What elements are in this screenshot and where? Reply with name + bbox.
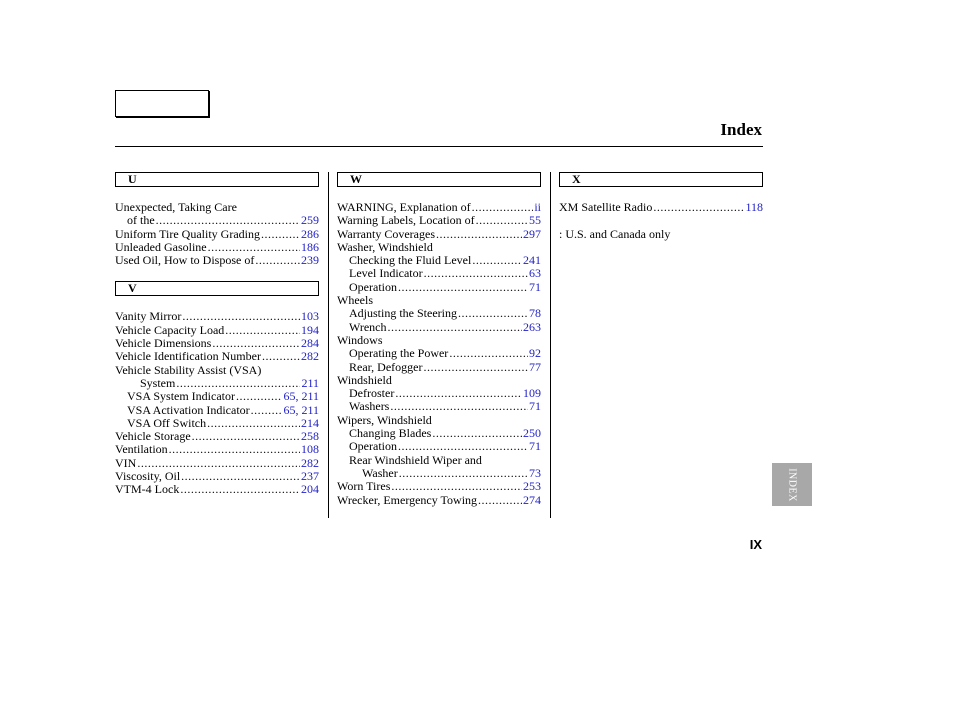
page-link[interactable]: 253 xyxy=(523,479,541,494)
page-link[interactable]: 211 xyxy=(301,375,319,390)
entry-label: Vehicle Storage xyxy=(115,429,191,444)
entry-label: System xyxy=(140,375,176,390)
index-entry xyxy=(337,361,541,374)
dot-leader xyxy=(397,440,528,453)
dot-leader xyxy=(422,361,528,374)
dot-leader xyxy=(387,321,523,334)
index-entry xyxy=(337,281,541,294)
section-letter: V xyxy=(115,281,319,296)
dot-leader xyxy=(477,494,522,507)
page-link[interactable]: 77 xyxy=(529,359,541,374)
side-tab-label: INDEX xyxy=(786,467,798,502)
page-link[interactable]: 71 xyxy=(529,399,541,414)
page-link[interactable]: 239 xyxy=(301,253,319,268)
index-entry xyxy=(115,483,319,496)
index-heading: Rear Windshield Wiper and xyxy=(349,452,482,467)
index-heading: Vehicle Stability Assist (VSA) xyxy=(115,362,262,377)
dot-leader xyxy=(180,470,300,483)
page-link[interactable]: ii xyxy=(534,200,541,214)
index-entry xyxy=(337,387,541,400)
page-link[interactable]: 284 xyxy=(301,336,319,351)
index-side-tab[interactable] xyxy=(772,463,812,506)
page-number: IX xyxy=(749,537,762,552)
index-heading: Unexpected, Taking Care xyxy=(115,200,237,214)
index-heading: Wipers, Windshield xyxy=(337,412,432,427)
page-link[interactable]: 55 xyxy=(529,213,541,228)
entry-label: Adjusting the Steering xyxy=(349,306,457,321)
page-link[interactable]: 263 xyxy=(523,319,541,334)
page-link[interactable]: 103 xyxy=(301,309,319,324)
index-entry xyxy=(337,440,541,453)
page-link[interactable]: 282 xyxy=(301,455,319,470)
dot-leader xyxy=(181,310,300,323)
page-link[interactable]: 186 xyxy=(301,239,319,254)
dot-leader xyxy=(235,390,282,403)
index-entry xyxy=(115,214,319,227)
page-link[interactable]: 109 xyxy=(523,386,541,401)
dot-leader xyxy=(250,404,283,417)
section-gap xyxy=(337,187,541,201)
page-link[interactable]: 258 xyxy=(301,429,319,444)
dot-leader xyxy=(207,241,300,254)
dot-leader xyxy=(457,307,528,320)
page-link[interactable]: 237 xyxy=(301,469,319,484)
entry-label: Warranty Coverages xyxy=(337,226,435,241)
page-link[interactable]: 73 xyxy=(529,465,541,480)
entry-label: Vehicle Dimensions xyxy=(115,336,212,351)
index-entry xyxy=(337,480,541,493)
entry-label: Wrecker, Emergency Towing xyxy=(337,492,478,507)
entry-label: VTM-4 Lock xyxy=(115,482,180,497)
entry-label: Unleaded Gasoline xyxy=(115,239,207,254)
dot-leader xyxy=(435,228,522,241)
index-column-3 xyxy=(559,172,763,242)
index-entry xyxy=(337,201,541,214)
entry-label: Rear, Defogger xyxy=(349,359,423,374)
page-link[interactable]: 241 xyxy=(523,253,541,268)
section-letter: U xyxy=(115,172,319,187)
entry-label: Viscosity, Oil xyxy=(115,469,181,484)
dot-leader xyxy=(260,228,300,241)
index-entry xyxy=(337,400,541,413)
index-entry xyxy=(115,324,319,337)
index-entry xyxy=(337,228,541,241)
entry-label: VSA System Indicator xyxy=(127,389,235,404)
dot-leader xyxy=(423,267,528,280)
entry-label: Vehicle Capacity Load xyxy=(115,322,225,337)
page-link[interactable]: 118 xyxy=(745,200,763,214)
index-entry xyxy=(337,254,541,267)
header-rule xyxy=(115,146,763,147)
index-entry xyxy=(115,430,319,443)
index-entry xyxy=(337,307,541,320)
dot-leader xyxy=(448,347,528,360)
dot-leader xyxy=(390,480,522,493)
index-entry xyxy=(115,404,319,417)
index-column-1 xyxy=(115,172,319,497)
entry-label: Operation xyxy=(349,439,397,454)
index-entry xyxy=(337,347,541,360)
note-gap xyxy=(559,214,763,228)
index-heading: Windshield xyxy=(337,372,392,387)
index-entry xyxy=(115,228,319,241)
dot-leader xyxy=(394,387,522,400)
entry-label: Operating the Power xyxy=(349,346,449,361)
entry-label: Used Oil, How to Dispose of xyxy=(115,253,255,268)
entry-label: Wrench xyxy=(349,319,387,334)
header-box xyxy=(115,90,209,117)
index-entry xyxy=(337,494,541,507)
dot-leader xyxy=(254,254,300,267)
page-link[interactable]: 63 xyxy=(529,266,541,281)
dot-leader xyxy=(261,350,300,363)
page-link[interactable]: 71 xyxy=(529,279,541,294)
index-heading: Wheels xyxy=(337,293,373,308)
dot-leader xyxy=(475,214,528,227)
index-entry xyxy=(115,390,319,403)
dot-leader xyxy=(471,254,522,267)
page-link[interactable]: 297 xyxy=(523,226,541,241)
page-link[interactable]: 108 xyxy=(301,442,319,457)
dot-leader xyxy=(431,427,522,440)
index-entry xyxy=(115,470,319,483)
entry-label: Uniform Tire Quality Grading xyxy=(115,226,260,241)
section-gap xyxy=(115,267,319,281)
index-column-2 xyxy=(337,172,541,507)
entry-label: XM Satellite Radio xyxy=(559,200,653,214)
page-link[interactable]: 78 xyxy=(529,306,541,321)
entry-label: VSA Off Switch xyxy=(127,415,207,430)
page-link[interactable]: 92 xyxy=(529,346,541,361)
index-heading: Washer, Windshield xyxy=(337,239,433,254)
dot-leader xyxy=(168,443,300,456)
index-entry xyxy=(337,321,541,334)
index-heading: Windows xyxy=(337,332,383,347)
section-letter: X xyxy=(559,172,763,187)
entry-label: WARNING, Explanation of xyxy=(337,200,471,214)
dot-leader xyxy=(155,214,300,227)
footnote: : U.S. and Canada only xyxy=(559,227,671,242)
entry-label: Operation xyxy=(349,279,397,294)
entry-label: VSA Activation Indicator xyxy=(127,402,250,417)
page-link[interactable]: 250 xyxy=(523,426,541,441)
entry-label: Changing Blades xyxy=(349,426,432,441)
dot-leader xyxy=(191,430,300,443)
entry-label: Ventilation xyxy=(115,442,168,457)
page-link[interactable]: 214 xyxy=(301,415,319,430)
index-entry xyxy=(115,443,319,456)
dot-leader xyxy=(206,417,300,430)
entry-label: Worn Tires xyxy=(337,479,391,494)
entry-label: of the xyxy=(127,213,155,228)
page-title: Index xyxy=(720,120,762,139)
entry-label: Vanity Mirror xyxy=(115,309,182,324)
index-entry xyxy=(115,310,319,323)
dot-leader xyxy=(398,467,528,480)
index-entry xyxy=(115,417,319,430)
section-gap xyxy=(115,187,319,201)
section-letter: W xyxy=(337,172,541,187)
section-gap xyxy=(559,187,763,201)
entry-label: Defroster xyxy=(349,386,395,401)
dot-leader xyxy=(175,377,300,390)
dot-leader xyxy=(136,457,300,470)
index-entry xyxy=(337,214,541,227)
page-link[interactable]: 274 xyxy=(523,492,541,507)
page-link[interactable]: 286 xyxy=(301,226,319,241)
page-link[interactable]: 204 xyxy=(301,482,319,497)
page-link[interactable]: 65, 211 xyxy=(283,389,319,404)
dot-leader xyxy=(471,201,534,214)
page-link[interactable]: 65, 211 xyxy=(283,402,319,417)
entry-label: Warning Labels, Location of xyxy=(337,213,475,228)
index-entry xyxy=(559,201,763,214)
index-entry xyxy=(115,254,319,267)
section-gap xyxy=(115,296,319,310)
page-link[interactable]: 71 xyxy=(529,439,541,454)
dot-leader xyxy=(397,281,528,294)
index-entry xyxy=(115,337,319,350)
entry-label: Level Indicator xyxy=(349,266,423,281)
dot-leader xyxy=(652,201,744,214)
page-link[interactable]: 194 xyxy=(301,322,319,337)
column-divider-1 xyxy=(328,172,329,518)
dot-leader xyxy=(211,337,300,350)
index-entry xyxy=(337,427,541,440)
entry-label: VIN xyxy=(115,455,137,470)
page-link[interactable]: 259 xyxy=(301,213,319,228)
entry-label: Washer xyxy=(362,465,398,480)
dot-leader xyxy=(179,483,300,496)
dot-leader xyxy=(389,400,528,413)
index-entry xyxy=(115,457,319,470)
index-entry xyxy=(115,241,319,254)
index-entry xyxy=(115,377,319,390)
page-link[interactable]: 282 xyxy=(301,349,319,364)
index-entry xyxy=(337,267,541,280)
column-divider-2 xyxy=(550,172,551,518)
entry-label: Washers xyxy=(349,399,390,414)
entry-label: Checking the Fluid Level xyxy=(349,253,472,268)
dot-leader xyxy=(224,324,300,337)
entry-label: Vehicle Identification Number xyxy=(115,349,261,364)
index-entry xyxy=(115,350,319,363)
index-entry xyxy=(337,467,541,480)
